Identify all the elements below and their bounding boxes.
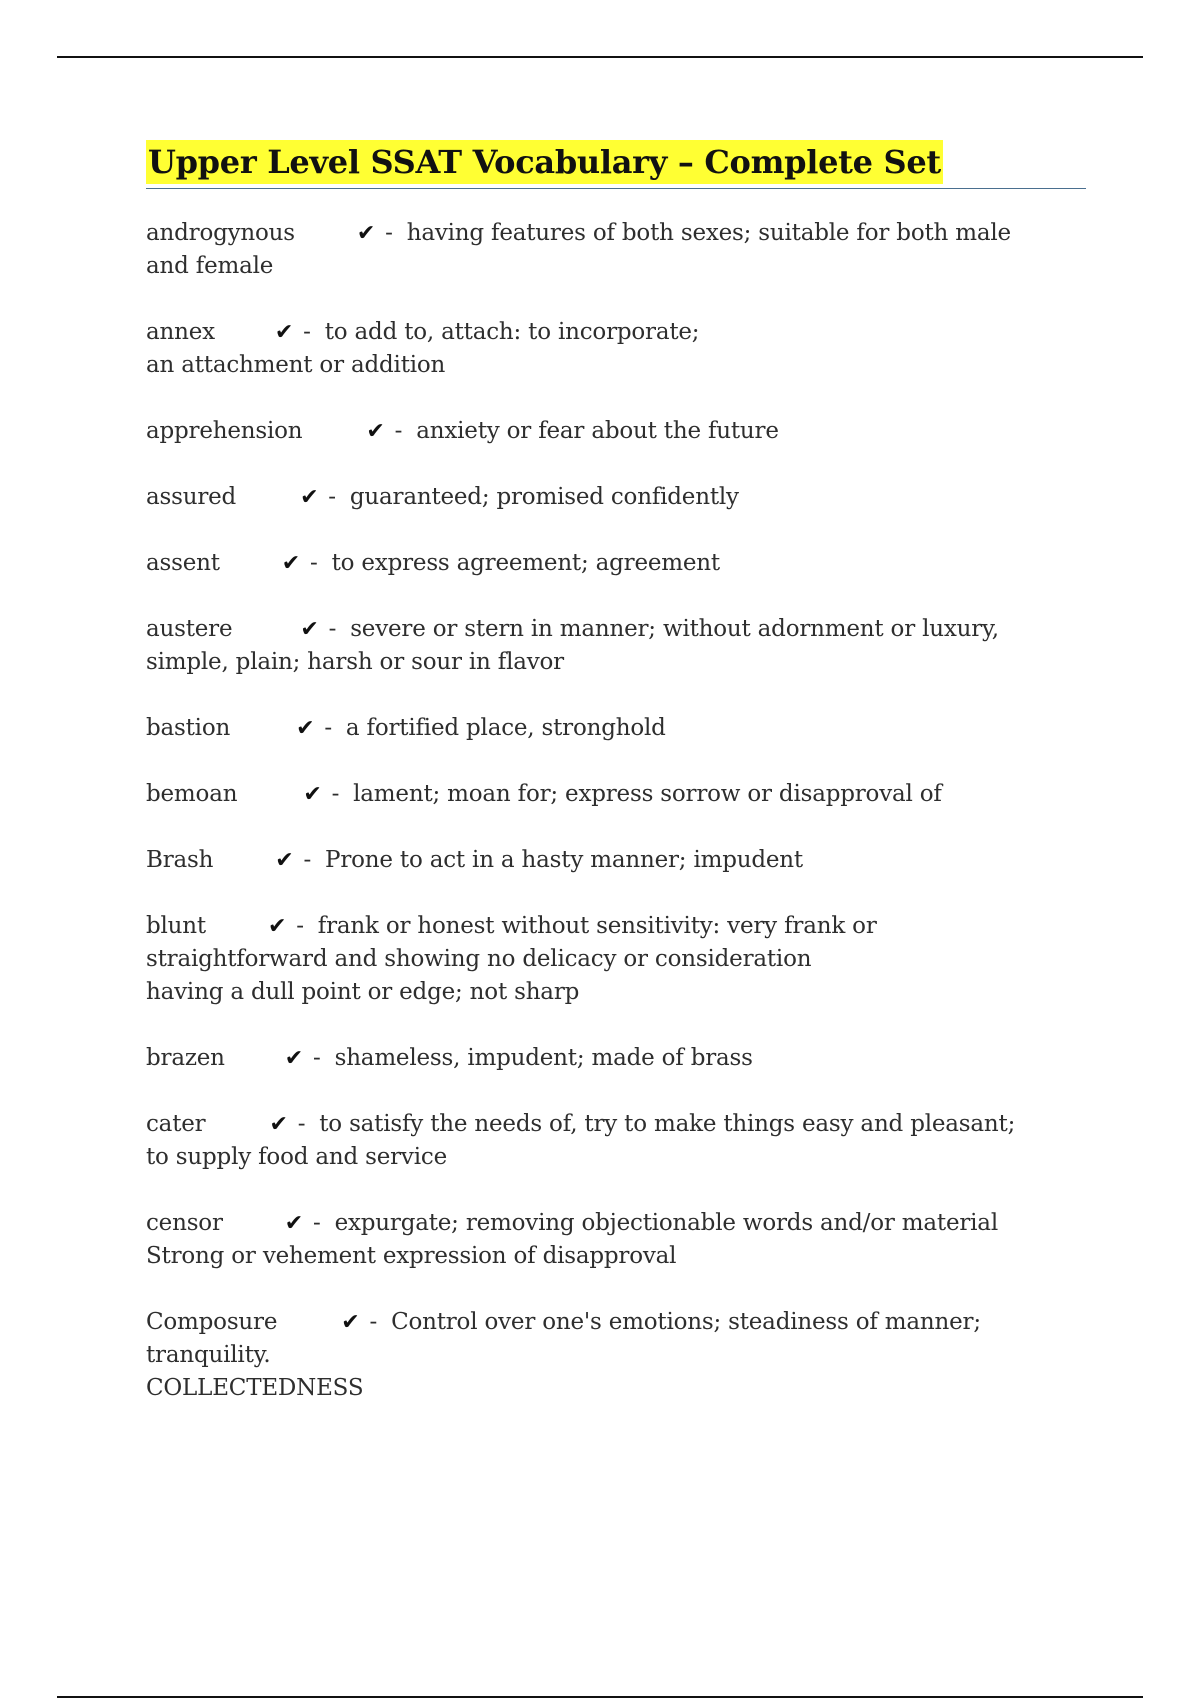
vocab-entry [146, 481, 1086, 514]
definition-text: severe or stern in manner; without adornment or luxury, [350, 616, 999, 642]
separator-dash: - [296, 913, 304, 939]
entry-first-line [146, 1207, 1086, 1240]
vocab-term: censor [146, 1210, 223, 1236]
checkmark-icon: ✔ [341, 1310, 360, 1335]
vocab-entry [146, 910, 1086, 1009]
definition-continuation: tranquility. [146, 1342, 271, 1368]
definition-text: shameless, impudent; made of brass [334, 1045, 753, 1071]
vocab-term: bastion [146, 715, 231, 741]
vocab-entry [146, 217, 1086, 283]
definition-text: lament; moan for; express sorrow or disapproval of [353, 781, 942, 807]
entry-first-line [146, 547, 1086, 580]
vocab-entry [146, 1042, 1086, 1075]
entry-first-line [146, 910, 1086, 943]
vocab-term: androgynous [146, 220, 295, 246]
separator-dash: - [385, 220, 393, 246]
checkmark-icon: ✔ [300, 485, 319, 510]
separator-dash: - [310, 550, 318, 576]
entry-first-line [146, 316, 1086, 349]
checkmark-icon: ✔ [296, 716, 315, 741]
vocab-entry [146, 316, 1086, 382]
checkmark-icon: ✔ [267, 914, 287, 939]
definition-text: a fortified place, stronghold [345, 715, 666, 741]
header-rule [57, 56, 1143, 58]
checkmark-icon: ✔ [281, 551, 301, 576]
definition-text: anxiety or fear about the future [416, 418, 779, 444]
title-block [146, 140, 1086, 189]
entry-first-line [146, 1306, 1086, 1339]
separator-dash: - [303, 319, 311, 345]
vocab-term: bemoan [146, 781, 238, 807]
entry-first-line [146, 1042, 1086, 1075]
vocab-term: brazen [146, 1045, 225, 1071]
vocab-entry [146, 613, 1086, 679]
checkmark-icon: ✔ [300, 617, 319, 642]
separator-dash: - [324, 715, 332, 741]
entry-first-line [146, 1108, 1086, 1141]
checkmark-icon: ✔ [366, 419, 385, 444]
definition-continuation: simple, plain; harsh or sour in flavor [146, 649, 564, 675]
definition-text: having features of both sexes; suitable for both male [406, 220, 1011, 246]
checkmark-icon: ✔ [303, 782, 322, 807]
separator-dash: - [313, 1045, 321, 1071]
page-title: Upper Level SSAT Vocabulary – Complete Set [146, 140, 943, 184]
entry-first-line [146, 844, 1086, 877]
separator-dash: - [328, 484, 336, 510]
definition-text: guaranteed; promised confidently [349, 484, 739, 510]
vocab-term: cater [146, 1111, 206, 1137]
vocab-term: assured [146, 484, 237, 510]
vocab-term: Composure [146, 1309, 278, 1335]
vocab-entry [146, 547, 1086, 580]
checkmark-icon: ✔ [356, 221, 376, 246]
definition-text: Prone to act in a hasty manner; impudent [325, 847, 803, 873]
entry-first-line [146, 217, 1086, 250]
vocab-term: austere [146, 616, 233, 642]
separator-dash: - [297, 1111, 306, 1137]
separator-dash: - [331, 781, 340, 807]
definition-continuation: to supply food and service [146, 1144, 447, 1170]
vocab-term: annex [146, 319, 215, 345]
checkmark-icon: ✔ [284, 1211, 303, 1236]
vocab-term: apprehension [146, 418, 303, 444]
definition-continuation: an attachment or addition [146, 352, 446, 378]
vocab-entry [146, 844, 1086, 877]
definition-continuation: COLLECTEDNESS [146, 1375, 364, 1401]
vocabulary-list [146, 217, 1086, 1405]
separator-dash: - [328, 616, 337, 642]
vocab-entry [146, 415, 1086, 448]
vocab-entry [146, 1207, 1086, 1273]
vocab-entry [146, 1306, 1086, 1405]
definition-text: to satisfy the needs of, try to make things easy and pleasant; [319, 1111, 1016, 1137]
entry-first-line [146, 481, 1086, 514]
separator-dash: - [369, 1309, 378, 1335]
footer-rule [57, 1696, 1143, 1698]
definition-text: frank or honest without sensitivity: very frank or [317, 913, 877, 939]
separator-dash: - [313, 1210, 321, 1236]
document-body [146, 140, 1086, 1438]
definition-text: to express agreement; agreement [331, 550, 720, 576]
checkmark-icon: ✔ [269, 1112, 288, 1137]
definition-text: Control over one's emotions; steadiness of manner; [391, 1309, 981, 1335]
vocab-term: Brash [146, 847, 214, 873]
checkmark-icon: ✔ [284, 1046, 304, 1071]
vocab-entry [146, 778, 1086, 811]
checkmark-icon: ✔ [274, 320, 294, 345]
separator-dash: - [303, 847, 312, 873]
definition-text: expurgate; removing objectionable words and/or material [334, 1210, 998, 1236]
entry-first-line [146, 613, 1086, 646]
entry-first-line [146, 712, 1086, 745]
definition-continuation: and female [146, 253, 274, 279]
definition-continuation: straightforward and showing no delicacy or consideration [146, 946, 812, 972]
entry-first-line [146, 778, 1086, 811]
definition-continuation: Strong or vehement expression of disapproval [146, 1243, 677, 1269]
checkmark-icon: ✔ [275, 848, 294, 873]
vocab-term: blunt [146, 913, 206, 939]
definition-continuation: having a dull point or edge; not sharp [146, 979, 580, 1005]
entry-first-line [146, 415, 1086, 448]
separator-dash: - [394, 418, 403, 444]
vocab-entry [146, 1108, 1086, 1174]
definition-text: to add to, attach: to incorporate; [324, 319, 700, 345]
vocab-entry [146, 712, 1086, 745]
vocab-term: assent [146, 550, 220, 576]
